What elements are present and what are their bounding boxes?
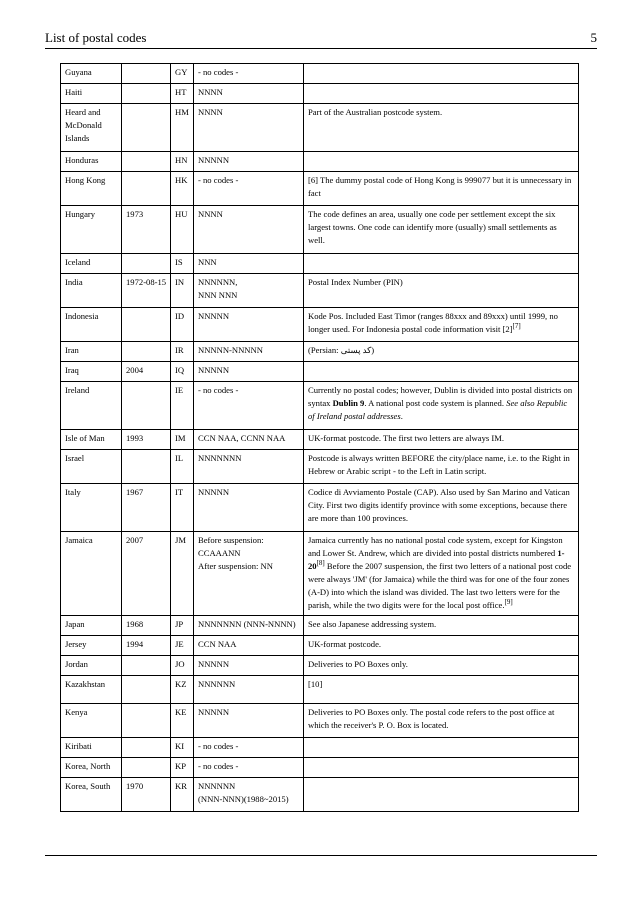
year-cell [122, 254, 171, 274]
notes-cell [304, 778, 579, 812]
table-row [61, 738, 579, 758]
format-line: NNNNN [198, 707, 230, 717]
table-row [61, 484, 579, 532]
year-cell: 1973 [122, 206, 171, 254]
year-cell [122, 172, 171, 206]
format-line: NNNNNN [198, 679, 236, 689]
country-cell: Isle of Man [61, 430, 122, 450]
iso-cell: KP [171, 758, 194, 778]
year-cell: 2007 [122, 532, 171, 616]
format-line: NNNNNNN [198, 453, 242, 463]
country-cell: Iran [61, 342, 122, 362]
format-line: NNNNNN [198, 781, 236, 791]
year-cell: 1972-08-15 [122, 274, 171, 308]
year-cell [122, 676, 171, 704]
iso-cell: GY [171, 64, 194, 84]
iso-cell: IM [171, 430, 194, 450]
year-cell [122, 758, 171, 778]
iso-cell: IE [171, 382, 194, 430]
table-row [61, 362, 579, 382]
postal-codes-table [60, 63, 579, 812]
format-cell [194, 172, 304, 206]
country-cell: Kazakhstan [61, 676, 122, 704]
notes-footnote: [7] [512, 322, 521, 331]
notes-cell: [6] The dummy postal code of Hong Kong is 999077 but it is unnecessary in fact [304, 172, 579, 206]
table-row [61, 84, 579, 104]
country-cell: Indonesia [61, 308, 122, 342]
notes-cell: Postal Index Number (PIN) [304, 274, 579, 308]
year-cell: 1994 [122, 636, 171, 656]
notes-cell [304, 84, 579, 104]
format-line: (NNN-NNN)(1988~2015) [198, 794, 289, 804]
format-line: NNN [198, 257, 217, 267]
notes-footnote: [8] [316, 559, 325, 568]
iso-cell: IR [171, 342, 194, 362]
format-line: - no codes - [198, 385, 239, 395]
country-cell: Hong Kong [61, 172, 122, 206]
format-cell [194, 450, 304, 484]
notes-cell [304, 152, 579, 172]
notes-cell: See also Japanese addressing system. [304, 616, 579, 636]
notes-text: Kode Pos. Included East Timor (ranges 88xxx and 89xxx) until 1999, no longer used. For Indonesia postal code information visit [2] [308, 311, 558, 334]
iso-cell: HM [171, 104, 194, 152]
table-row [61, 430, 579, 450]
format-line: NNN NNN [198, 290, 238, 300]
year-cell [122, 308, 171, 342]
format-cell [194, 758, 304, 778]
notes-cell [304, 738, 579, 758]
format-line: NNNN [198, 107, 223, 117]
iso-cell: HK [171, 172, 194, 206]
country-cell: Italy [61, 484, 122, 532]
format-cell [194, 206, 304, 254]
table-row [61, 676, 579, 704]
year-cell [122, 84, 171, 104]
format-line: NNNNNN, [198, 277, 238, 287]
country-cell: Kenya [61, 704, 122, 738]
notes-cell [304, 64, 579, 84]
table-row [61, 342, 579, 362]
country-cell: Kiribati [61, 738, 122, 758]
notes-bold: Dublin 9 [332, 398, 365, 408]
format-cell [194, 308, 304, 342]
format-cell [194, 274, 304, 308]
format-cell [194, 84, 304, 104]
year-cell: 1968 [122, 616, 171, 636]
country-cell: Honduras [61, 152, 122, 172]
format-line: CCN NAA, CCNN NAA [198, 433, 286, 443]
header-rule [45, 48, 597, 49]
notes-cell: [10] [304, 676, 579, 704]
format-cell [194, 484, 304, 532]
iso-cell: ID [171, 308, 194, 342]
notes-cell: Part of the Australian postcode system. [304, 104, 579, 152]
table-row [61, 778, 579, 812]
table-row [61, 172, 579, 206]
iso-cell: IN [171, 274, 194, 308]
table-row [61, 274, 579, 308]
format-cell [194, 104, 304, 152]
notes-cell [304, 532, 579, 616]
iso-cell: IS [171, 254, 194, 274]
format-line: NNNNNNN (NNN-NNNN) [198, 619, 296, 629]
format-cell [194, 704, 304, 738]
table-row [61, 382, 579, 430]
table-row [61, 152, 579, 172]
page-title: List of postal codes [45, 30, 147, 45]
country-cell: Jersey [61, 636, 122, 656]
country-cell: Jamaica [61, 532, 122, 616]
table-row [61, 616, 579, 636]
notes-cell: (Persian: کد پستی) [304, 342, 579, 362]
notes-text: . A national post code system is planned. [364, 398, 507, 408]
year-cell [122, 738, 171, 758]
iso-cell: KE [171, 704, 194, 738]
format-cell [194, 778, 304, 812]
format-cell [194, 430, 304, 450]
table-row [61, 656, 579, 676]
iso-cell: KZ [171, 676, 194, 704]
country-cell: Korea, North [61, 758, 122, 778]
year-cell: 1970 [122, 778, 171, 812]
iso-cell: HN [171, 152, 194, 172]
year-cell: 1993 [122, 430, 171, 450]
year-cell [122, 382, 171, 430]
format-cell [194, 152, 304, 172]
notes-italic: See also Republic of Ireland postal addresses [308, 398, 568, 421]
iso-cell: IL [171, 450, 194, 484]
format-line: Before suspension: CCAAANN [198, 535, 264, 558]
table-row [61, 254, 579, 274]
notes-cell: Postcode is always written BEFORE the city/place name, i.e. to the Right in Hebrew or Arabic script - to the Left in Latin script. [304, 450, 579, 484]
notes-cell [304, 254, 579, 274]
table-row [61, 206, 579, 254]
iso-cell: KI [171, 738, 194, 758]
notes-cell: Deliveries to PO Boxes only. [304, 656, 579, 676]
table-row [61, 532, 579, 616]
year-cell [122, 704, 171, 738]
country-cell: Iceland [61, 254, 122, 274]
table-row [61, 758, 579, 778]
format-line: NNNNN [198, 659, 230, 669]
format-line: NNNN [198, 209, 223, 219]
format-cell [194, 362, 304, 382]
format-line: - no codes - [198, 761, 239, 771]
format-line: NNNNN-NNNNN [198, 345, 263, 355]
format-line: - no codes - [198, 741, 239, 751]
notes-cell: Deliveries to PO Boxes only. The postal code refers to the post office at which the receiver's P. O. Box is located. [304, 704, 579, 738]
iso-cell: IT [171, 484, 194, 532]
iso-cell: HU [171, 206, 194, 254]
notes-cell: The code defines an area, usually one code per settlement except the six largest towns. One code can identify more (usually) small settlements as well. [304, 206, 579, 254]
format-line: CCN NAA [198, 639, 237, 649]
notes-text: . [400, 411, 403, 421]
notes-cell: UK-format postcode. The first two letters are always IM. [304, 430, 579, 450]
country-cell: Jordan [61, 656, 122, 676]
format-cell [194, 532, 304, 616]
notes-cell: UK-format postcode. [304, 636, 579, 656]
format-cell [194, 254, 304, 274]
year-cell: 2004 [122, 362, 171, 382]
country-cell: Korea, South [61, 778, 122, 812]
format-line: NNNNN [198, 155, 230, 165]
year-cell [122, 342, 171, 362]
format-cell [194, 342, 304, 362]
country-cell: India [61, 274, 122, 308]
notes-cell [304, 382, 579, 430]
country-cell: Guyana [61, 64, 122, 84]
format-line: - no codes - [198, 67, 239, 77]
table-row [61, 104, 579, 152]
table-row [61, 308, 579, 342]
footer-rule [45, 855, 597, 856]
format-line: NNNNN [198, 365, 230, 375]
year-cell [122, 656, 171, 676]
notes-cell [304, 362, 579, 382]
country-cell: Iraq [61, 362, 122, 382]
country-cell: Heard and McDonald Islands [61, 104, 122, 152]
format-cell [194, 616, 304, 636]
year-cell [122, 104, 171, 152]
notes-text: Jamaica currently has no national postal code system, except for Kingston and Lower St. Andrew, which are divided into postal districts numbered [308, 535, 563, 558]
notes-text: Before the 2007 suspension, the first two letters of a national post code were always 'JM' (for Jamaica) while the third was for one of the four zones (A-D) into which the island was divided. The last two letters were for the parish, while the two digits were for the local post office. [308, 561, 572, 610]
year-cell [122, 450, 171, 484]
country-cell: Japan [61, 616, 122, 636]
iso-cell: IQ [171, 362, 194, 382]
iso-cell: JP [171, 616, 194, 636]
table-row [61, 636, 579, 656]
format-cell [194, 382, 304, 430]
iso-cell: KR [171, 778, 194, 812]
format-line: - no codes - [198, 175, 239, 185]
notes-footnote: [9] [504, 598, 513, 607]
notes-bold: 1-20 [308, 548, 565, 571]
iso-cell: HT [171, 84, 194, 104]
page-number: 5 [590, 30, 597, 45]
format-line: After suspension: NN [198, 561, 273, 571]
format-cell [194, 676, 304, 704]
format-line: NNNNN [198, 311, 230, 321]
notes-text: Currently no postal codes; however, Dublin is divided into postal districts on syntax [308, 385, 573, 408]
country-cell: Haiti [61, 84, 122, 104]
country-cell: Israel [61, 450, 122, 484]
table-row [61, 450, 579, 484]
year-cell [122, 64, 171, 84]
table-body [61, 64, 579, 812]
format-cell [194, 64, 304, 84]
notes-cell [304, 308, 579, 342]
year-cell [122, 152, 171, 172]
format-cell [194, 656, 304, 676]
format-line: NNNNN [198, 487, 230, 497]
year-cell: 1967 [122, 484, 171, 532]
iso-cell: JO [171, 656, 194, 676]
format-cell [194, 738, 304, 758]
table-row [61, 704, 579, 738]
iso-cell: JM [171, 532, 194, 616]
format-line: NNNN [198, 87, 223, 97]
notes-cell: Codice di Avviamento Postale (CAP). Also used by San Marino and Vatican City. First two digits identify province with some exceptions, because there are more than 100 provinces. [304, 484, 579, 532]
country-cell: Ireland [61, 382, 122, 430]
table-row [61, 64, 579, 84]
format-cell [194, 636, 304, 656]
notes-cell [304, 758, 579, 778]
iso-cell: JE [171, 636, 194, 656]
country-cell: Hungary [61, 206, 122, 254]
